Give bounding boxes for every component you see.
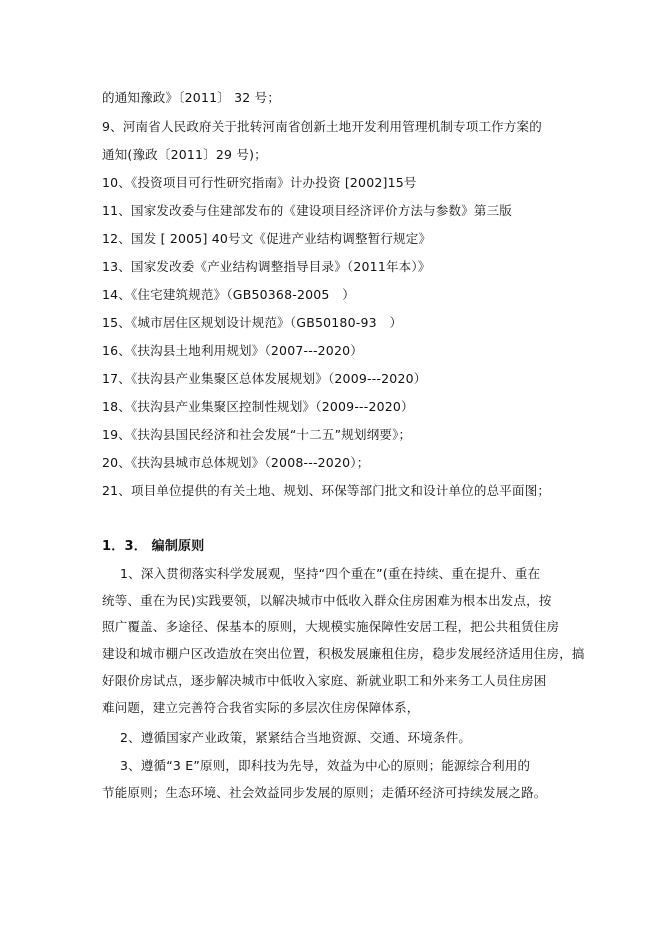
reference-line: 17、《扶沟县产业集聚区总体发展规划》（2009---2020） xyxy=(102,371,427,386)
section-heading: 1．3． 编制原则 xyxy=(102,539,205,554)
reference-line: 15、《城市居住区规划设计规范》（GB50180-93 ） xyxy=(102,315,403,330)
paragraph-line: 统等、重在为民)实践要领，以解决城市中低收入群众住房困难为根本出发点，按 xyxy=(102,593,552,608)
reference-line: 通知(豫政〔2011〕29 号)； xyxy=(102,147,267,162)
paragraph-line: 建设和城市棚户区改造放在突出位置，积极发展廉租住房，稳步发展经济适用住房，搞 xyxy=(102,646,585,661)
paragraph-line: 1、深入贯彻落实科学发展观，坚持“四个重在”(重在持续、重在提升、重在 xyxy=(120,566,541,581)
paragraph-line: 好限价房试点，逐步解决城市中低收入家庭、新就业职工和外来务工人员住房困 xyxy=(102,673,547,688)
reference-line: 10、《投资项目可行性研究指南》计办投资 [2002]15号 xyxy=(102,175,417,190)
reference-line: 20、《扶沟县城市总体规划》（2008---2020）； xyxy=(102,455,370,470)
paragraph-line: 2、遵循国家产业政策，紧紧结合当地资源、交通、环境条件。 xyxy=(120,730,472,745)
paragraph-line: 3、遵循“3 E”原则，即科技为先导，效益为中心的原则；能源综合利用的 xyxy=(120,758,531,773)
paragraph-line: 难问题，建立完善符合我省实际的多层次住房保障体系， xyxy=(102,700,420,715)
reference-line: 的通知豫政》〔2011〕 32 号； xyxy=(102,90,281,105)
reference-line: 16、《扶沟县土地利用规划》（2007---2020） xyxy=(102,343,363,358)
reference-line: 9、河南省人民政府关于批转河南省创新土地开发利用管理机制专项工作方案的 xyxy=(102,119,542,134)
reference-line: 14、《住宅建筑规范》（GB50368-2005 ） xyxy=(102,287,355,302)
paragraph-line: 照广覆盖、多途径、保基本的原则，大规模实施保障性安居工程，把公共租赁住房 xyxy=(102,619,560,634)
reference-line: 13、国家发改委《产业结构调整指导目录》（2011年本）》 xyxy=(102,259,431,274)
reference-line: 19、《扶沟县国民经济和社会发展“十二五”规划纲要》； xyxy=(102,427,412,442)
reference-line: 21、项目单位提供的有关土地、规划、环保等部门批文和设计单位的总平面图； xyxy=(102,483,551,498)
reference-line: 18、《扶沟县产业集聚区控制性规划》（2009---2020） xyxy=(102,399,414,414)
reference-line: 11、国家发改委与住建部发布的《建设项目经济评价方法与参数》第三版 xyxy=(102,203,513,218)
paragraph-line: 节能原则；生态环境、社会效益同步发展的原则；走循环经济可持续发展之路。 xyxy=(102,785,547,800)
reference-line: 12、国发 [ 2005] 40号文《促进产业结构调整暂行规定》 xyxy=(102,231,432,246)
